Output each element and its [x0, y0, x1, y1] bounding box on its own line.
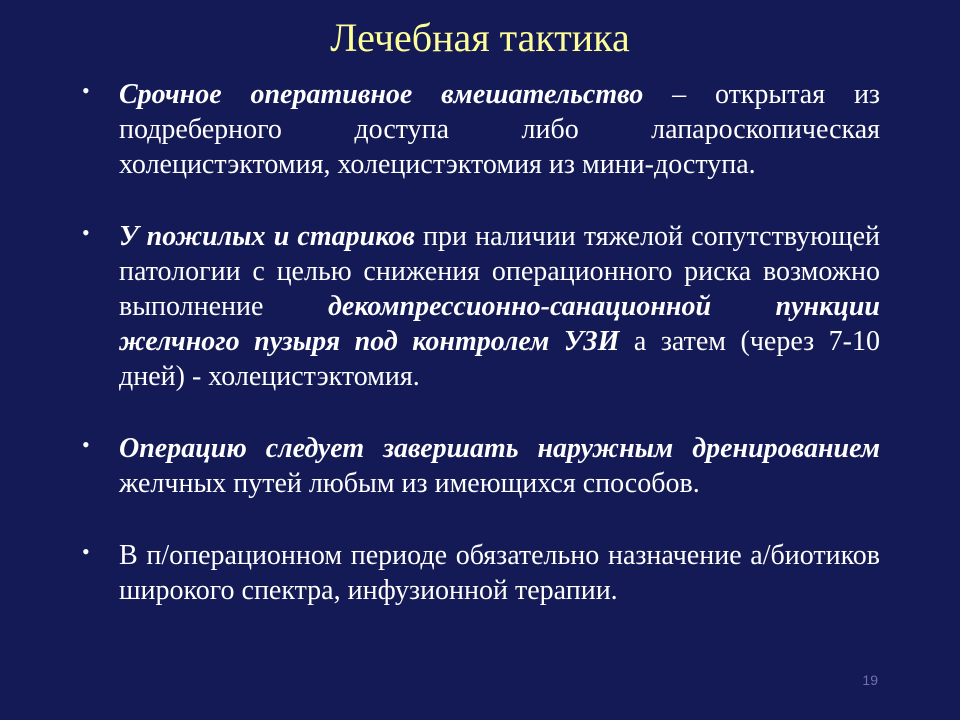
- bullet-item-3: [82, 431, 880, 501]
- bullet-dot-icon: •: [82, 539, 90, 564]
- bullet-emphasis: Срочное оперативное вмешательство: [119, 79, 644, 110]
- bullet-text: желчных путей любым из имеющихся способов.: [119, 468, 700, 499]
- bullet-text: – открытая из подреберного доступа либо лапароскопическая холецистэктомия, холецистэктомия из мини-доступа.: [119, 79, 880, 180]
- bullet-dot-icon: •: [82, 432, 90, 457]
- page-number: 19: [862, 672, 878, 688]
- bullet-list: [82, 77, 880, 608]
- bullet-emphasis: Операцию следует завершать наружным дренированием: [119, 433, 880, 464]
- bullet-text: при наличии тяжелой сопутствующей патологии с целью снижения операционного риска возможно выполнение: [119, 221, 881, 322]
- bullet-dot-icon: •: [82, 78, 90, 103]
- bullet-text: В п/операционном периоде обязательно назначение а/биотиков широкого спектра, инфузионной терапии.: [119, 540, 880, 606]
- bullet-emphasis: декомпрессионно-санационной пункции желчного пузыря под контролем УЗИ: [119, 291, 880, 357]
- bullet-item-4: [82, 538, 880, 608]
- bullet-item-1: [82, 77, 880, 182]
- slide-title: Лечебная тактика: [330, 15, 630, 60]
- bullet-item-2: [82, 219, 880, 394]
- bullet-emphasis: У пожилых и стариков: [119, 221, 415, 252]
- bullet-dot-icon: •: [82, 220, 90, 245]
- bullet-text: а затем (через 7-10 дней) - холецистэктомия.: [119, 326, 880, 392]
